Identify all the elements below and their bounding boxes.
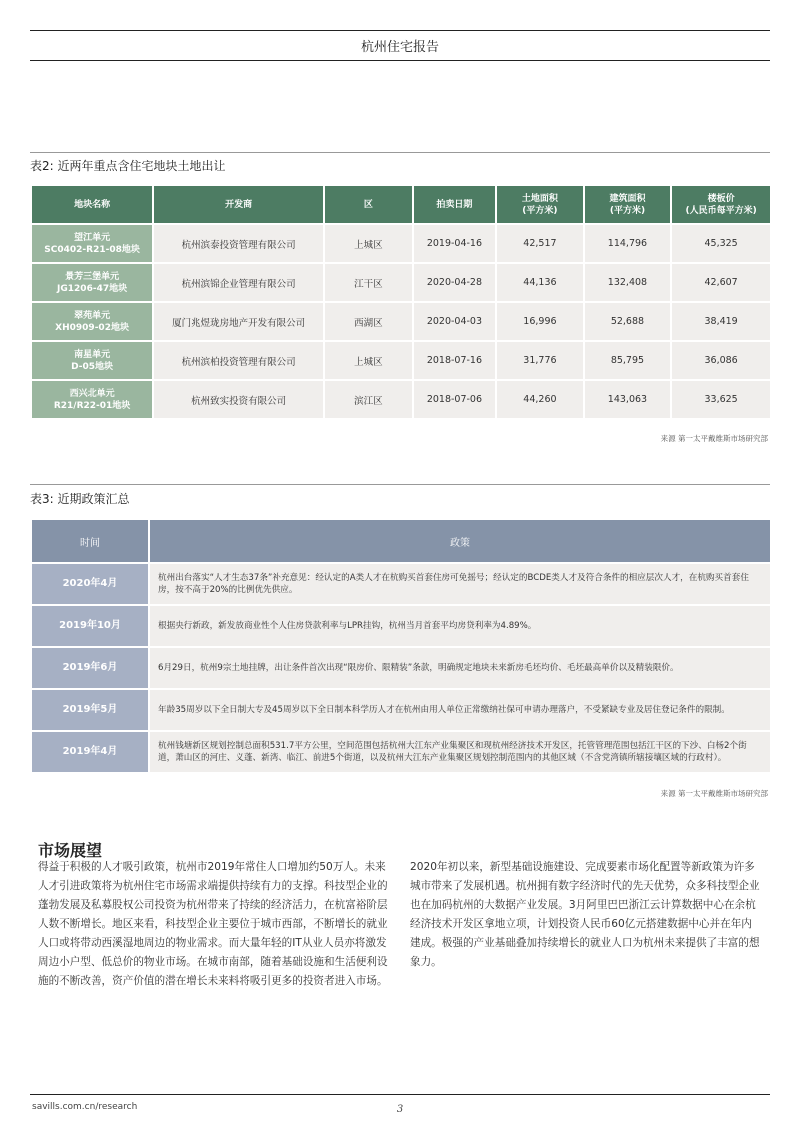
cell-policy: 6月29日，杭州9宗土地挂牌，出让条件首次出现“限房价、限精装”条款，明确规定地块未来新房毛坯均价、毛坯最高单价以及精装限价。	[150, 648, 770, 688]
table3-source: 来源 第一太平戴维斯市场研究部	[660, 789, 768, 798]
table2-title: 表2: 近两年重点含住宅地块土地出让	[30, 159, 226, 173]
table-row	[32, 381, 770, 418]
cell-price: 33,625	[672, 381, 770, 418]
cell-price: 42,607	[672, 264, 770, 301]
table2-top-rule	[30, 152, 770, 153]
cell-time: 2019年10月	[32, 606, 148, 646]
table2-source: 来源 第一太平戴维斯市场研究部	[660, 434, 768, 443]
policy-table	[30, 518, 772, 774]
cell-gfa: 114,796	[585, 225, 671, 262]
cell-land-area: 44,136	[497, 264, 583, 301]
cell-plot: 西兴北单元 R21/R22-01地块	[32, 381, 152, 418]
header-rule	[30, 60, 770, 61]
cell-land-area: 16,996	[497, 303, 583, 340]
cell-district: 滨江区	[325, 381, 412, 418]
table-row	[32, 564, 770, 604]
table3-title: 表3: 近期政策汇总	[30, 492, 130, 506]
cell-developer: 厦门兆煜珑房地产开发有限公司	[154, 303, 323, 340]
cell-price: 45,325	[672, 225, 770, 262]
table-row	[32, 303, 770, 340]
cell-policy: 杭州钱塘新区规划控制总面积531.7平方公里，空间范围包括杭州大江东产业集聚区和现杭州经济技术开发区，托管管理范围包括江干区的下沙、白杨2个街道，萧山区的河庄、义蓬、新湾、临江、前进5个街道，以及杭州大江东产业集聚区规划控制范围内的其他区域（不含党湾镇所辖接壤区域的行政村）。	[150, 732, 770, 772]
page-number: 3	[396, 1104, 404, 1115]
col-header-land-area: 土地面积 (平方米)	[497, 186, 583, 223]
top-rule	[30, 30, 770, 31]
cell-time: 2019年4月	[32, 732, 148, 772]
cell-date: 2018-07-16	[414, 342, 495, 379]
cell-date: 2019-04-16	[414, 225, 495, 262]
cell-district: 西湖区	[325, 303, 412, 340]
cell-developer: 杭州致实投资有限公司	[154, 381, 323, 418]
cell-time: 2019年6月	[32, 648, 148, 688]
cell-policy: 根据央行新政，新发放商业性个人住房贷款利率与LPR挂钩，杭州当月首套平均房贷利率为4.89%。	[150, 606, 770, 646]
cell-land-area: 42,517	[497, 225, 583, 262]
table-row	[32, 690, 770, 730]
cell-gfa: 52,688	[585, 303, 671, 340]
table-row	[32, 264, 770, 301]
footer-rule	[30, 1094, 770, 1095]
col-header-developer: 开发商	[154, 186, 323, 223]
land-sales-table	[30, 184, 772, 420]
market-outlook-heading: 市场展望	[38, 841, 103, 860]
cell-district: 上城区	[325, 225, 412, 262]
col-header-date: 拍卖日期	[414, 186, 495, 223]
table-header-row	[32, 520, 770, 562]
table-row	[32, 648, 770, 688]
table-row	[32, 225, 770, 262]
col-header-policy: 政策	[150, 520, 770, 562]
cell-developer: 杭州滨锦企业管理有限公司	[154, 264, 323, 301]
table-header-row	[32, 186, 770, 223]
cell-price: 38,419	[672, 303, 770, 340]
cell-developer: 杭州滨柏投资管理有限公司	[154, 342, 323, 379]
footer-url: savills.com.cn/research	[32, 1102, 138, 1112]
cell-gfa: 143,063	[585, 381, 671, 418]
cell-plot: 南星单元 D-05地块	[32, 342, 152, 379]
cell-time: 2020年4月	[32, 564, 148, 604]
cell-gfa: 132,408	[585, 264, 671, 301]
col-header-time: 时间	[32, 520, 148, 562]
cell-gfa: 85,795	[585, 342, 671, 379]
cell-land-area: 31,776	[497, 342, 583, 379]
cell-time: 2019年5月	[32, 690, 148, 730]
col-header-gfa: 建筑面积 (平方米)	[585, 186, 671, 223]
cell-developer: 杭州滨泰投资管理有限公司	[154, 225, 323, 262]
col-header-district: 区	[325, 186, 412, 223]
table-row	[32, 342, 770, 379]
cell-policy: 年龄35周岁以下全日制大专及45周岁以下全日制本科学历人才在杭州由用人单位正常缴纳社保可申请办理落户，不受紧缺专业及居住登记条件的限制。	[150, 690, 770, 730]
col-header-price: 楼板价 (人民币每平方米)	[672, 186, 770, 223]
table-row	[32, 606, 770, 646]
cell-price: 36,086	[672, 342, 770, 379]
table-row	[32, 732, 770, 772]
cell-date: 2018-07-06	[414, 381, 495, 418]
cell-date: 2020-04-03	[414, 303, 495, 340]
market-outlook-paragraph-1: 得益于积极的人才吸引政策，杭州市2019年常住人口增加约50万人。未来人才引进政策将为杭州住宅市场需求端提供持续有力的支撑。科技型企业的蓬勃发展及私募股权公司投资为杭州带来了持续的经济活力，在杭富裕阶层人数不断增长。地区来看，科技型企业主要位于城市西部，不断增长的就业人口或将带动西溪湿地周边的物业需求。而大量年轻的IT从业人员亦将激发周边小户型、低总价的物业市场。在城市南部，随着基础设施和生活便利设施的不断改善，资产价值的潜在增长未来料将吸引更多的投资者进入市场。	[38, 861, 388, 987]
cell-policy: 杭州出台落实“人才生态37条”补充意见：经认定的A类人才在杭购买首套住房可免摇号；经认定的BCDE类人才及符合条件的相应层次人才，在杭购买首套住房，按不高于20%的比例优先供应。	[150, 564, 770, 604]
cell-plot: 景芳三堡单元 JG1206-47地块	[32, 264, 152, 301]
page-header-title: 杭州住宅报告	[360, 40, 439, 55]
cell-plot: 望江单元 SC0402-R21-08地块	[32, 225, 152, 262]
cell-district: 上城区	[325, 342, 412, 379]
market-outlook-paragraph-2: 2020年初以来，新型基础设施建设、完成要素市场化配置等新政策为许多城市带来了发展机遇。杭州拥有数字经济时代的先天优势，众多科技型企业也在加码杭州的大数据产业发展。3月阿里巴巴浙江云计算数据中心在余杭经济技术开发区拿地立项，计划投资人民币60亿元搭建数据中心并在年内建成。极强的产业基础叠加持续增长的就业人口为杭州未来提供了丰富的想象力。	[410, 861, 760, 968]
cell-date: 2020-04-28	[414, 264, 495, 301]
col-header-plot: 地块名称	[32, 186, 152, 223]
cell-plot: 翠苑单元 XH0909-02地块	[32, 303, 152, 340]
table3-top-rule	[30, 484, 770, 485]
cell-land-area: 44,260	[497, 381, 583, 418]
cell-district: 江干区	[325, 264, 412, 301]
